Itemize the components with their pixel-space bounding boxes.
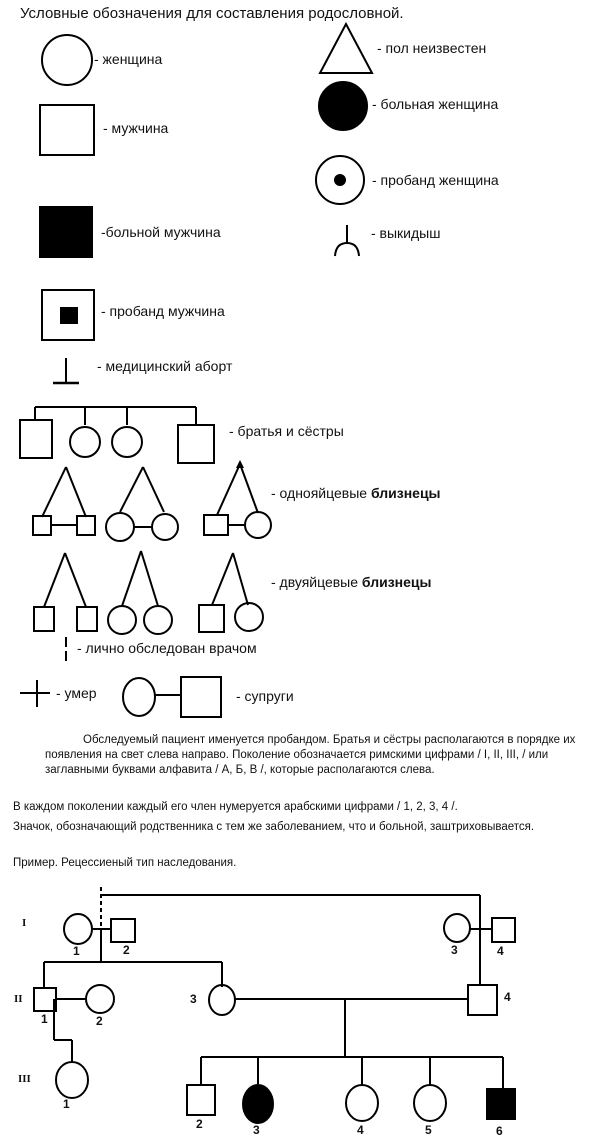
label-identical-twins-text: - однояйцевые <box>271 485 371 501</box>
label-affected-man: -больной мужчина <box>101 224 221 240</box>
label-fraternal-twins-text: - двуяйцевые <box>271 574 362 590</box>
proband-man-symbol <box>42 290 94 340</box>
siblings-symbol <box>20 407 214 463</box>
gen2-number-1: 1 <box>41 1012 48 1026</box>
medical-abortion-symbol <box>53 358 79 383</box>
gen2-number-4: 4 <box>504 990 511 1004</box>
label-fraternal-twins <box>271 574 431 590</box>
gen1-woman-3 <box>444 914 470 942</box>
gen3-woman-4 <box>346 1085 378 1121</box>
man-symbol <box>40 105 94 155</box>
gen3-number-4: 4 <box>357 1123 364 1137</box>
label-sex-unknown: - пол неизвестен <box>377 40 487 56</box>
gen3-affected-man-6 <box>487 1089 515 1119</box>
fraternal-twins-symbol <box>34 551 263 634</box>
label-identical-twins-bold: близнецы <box>370 485 441 501</box>
proband-woman-symbol <box>316 156 364 204</box>
gen1-number-1: 1 <box>73 944 80 958</box>
affected-man-symbol <box>40 207 92 257</box>
affected-woman-symbol <box>319 82 367 130</box>
label-proband-woman: - пробанд женщина <box>372 172 499 188</box>
gen3-number-2: 2 <box>196 1117 203 1131</box>
gen3-number-1: 1 <box>63 1097 70 1111</box>
label-medical-abortion: - медицинский аборт <box>97 358 233 374</box>
generation-label-2: II <box>14 993 23 1005</box>
gen1-number-2: 2 <box>123 943 130 957</box>
gen1-man-2 <box>111 919 135 942</box>
died-symbol <box>20 680 50 707</box>
gen3-number-3: 3 <box>253 1123 260 1137</box>
label-woman: - женщина <box>94 51 163 67</box>
label-examined: - лично обследован врачом <box>77 640 257 656</box>
generation-label-1: I <box>22 917 27 929</box>
label-died: - умер <box>56 685 97 701</box>
gen1-woman-1 <box>64 914 92 944</box>
woman-symbol <box>42 35 92 85</box>
label-identical-twins <box>271 485 441 501</box>
label-spouses: - супруги <box>236 688 294 704</box>
gen2-woman-2 <box>86 985 114 1013</box>
sex-unknown-symbol <box>320 24 372 73</box>
gen3-woman-5 <box>414 1085 446 1121</box>
paragraph-example: Пример. Рецессиеный тип наследования. <box>13 857 237 869</box>
gen2-number-3: 3 <box>190 992 197 1006</box>
gen3-number-5: 5 <box>425 1123 432 1137</box>
gen1-number-3: 3 <box>451 943 458 957</box>
gen3-woman-1 <box>56 1062 88 1098</box>
identical-twins-symbol <box>33 460 271 541</box>
label-fraternal-twins-bold: близнецы <box>361 574 432 590</box>
label-proband-man: - пробанд мужчина <box>101 303 225 319</box>
gen1-man-4 <box>492 918 515 942</box>
gen2-man-1 <box>34 988 56 1011</box>
spouses-symbol <box>123 677 221 717</box>
gen1-number-4: 4 <box>497 944 504 958</box>
generation-label-3: III <box>18 1073 31 1085</box>
example-pedigree <box>34 887 515 1123</box>
gen3-affected-woman-3 <box>243 1085 273 1123</box>
page-title: Условные обозначения для составления родословной. <box>20 5 404 22</box>
gen2-number-2: 2 <box>96 1014 103 1028</box>
label-man: - мужчина <box>103 120 169 136</box>
gen3-number-6: 6 <box>496 1124 503 1138</box>
label-affected-woman: - больная женщина <box>372 96 499 112</box>
gen2-man-4 <box>468 985 497 1015</box>
miscarriage-symbol <box>335 225 359 256</box>
paragraph-proband: Обследуемый пациент именуется пробандом. Братья и сёстры располагаются в порядке их появления на свет слева направо. Поколение обозначается римскими цифрами / I, II, III, / или заглавными буквами алфавита / А, Б, В /, которые располагаются слева. <box>45 734 576 776</box>
label-siblings: - братья и сёстры <box>229 423 344 439</box>
label-miscarriage: - выкидыш <box>371 225 441 241</box>
paragraph-numbering: В каждом поколении каждый его член нумеруется арабскими цифрами / 1, 2, 3, 4 /. <box>13 801 458 813</box>
gen2-woman-3 <box>209 985 235 1015</box>
paragraph-shading: Значок, обозначающий родственника с тем же заболеванием, что и больной, заштриховывается. <box>13 821 535 833</box>
gen3-man-2 <box>187 1085 215 1115</box>
